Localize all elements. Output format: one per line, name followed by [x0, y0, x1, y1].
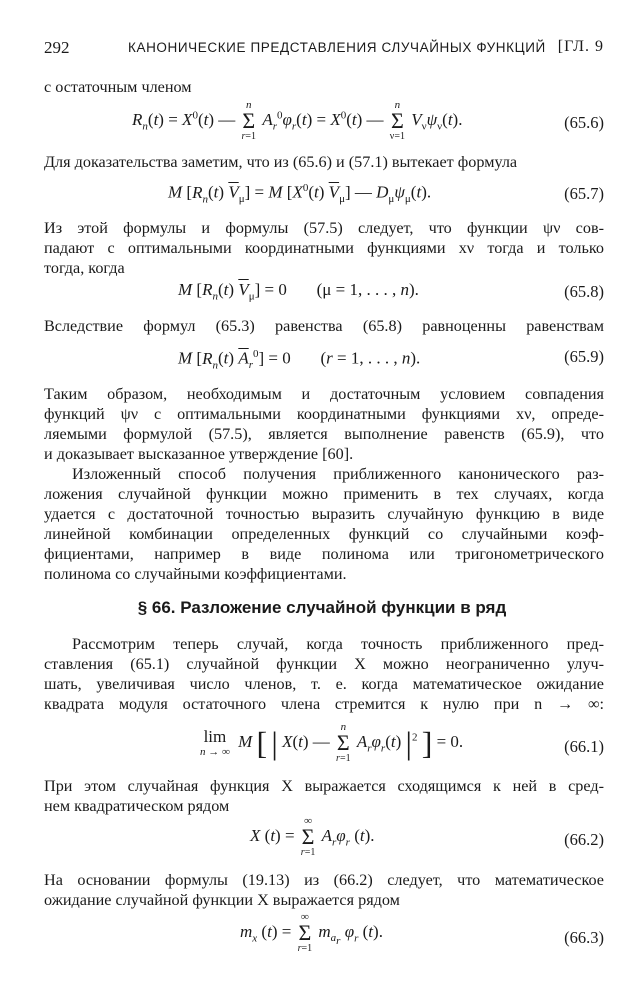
running-title: КАНОНИЧЕСКИЕ ПРЕДСТАВЛЕНИЯ СЛУЧАЙНЫХ ФУНКЦИЙ [128, 40, 546, 55]
text-line: Изложенный способ получения приближенного канонического раз- [72, 465, 604, 483]
text-line: На основании формулы (19.13) из (66.2) следует, что математическое [44, 871, 604, 889]
text-line: полинома со случайными коэффициентами. [44, 565, 347, 583]
equation-65-6: $R_n(t) = X^0(t)$ — n Σ r=1 $A_r^0\varphi_r(t) = X^0(t)$ — n Σ ν=1 $V_\nu\psi_\nu(t)$. [132, 99, 463, 142]
text-line: падают с оптимальными координатными функциями xν тогда и только [44, 239, 604, 257]
equation-number: (66.1) [564, 737, 604, 756]
equation-number: (65.8) [564, 282, 604, 301]
page-number: 292 [44, 38, 70, 57]
equation-65-7: M $[R_n(t) \overline{V}_\mu] = M$ [$X^0(t)$ $\overline{V}_\mu$] — $D_\mu\psi_\mu(t)$. [168, 182, 432, 206]
text-line: с остаточным членом [44, 78, 192, 96]
text-line: Рассмотрим теперь случай, когда точность приближенного пред- [72, 635, 604, 653]
text-line: Для доказательства заметим, что из (65.6) и (57.1) вытекает формула [44, 153, 518, 171]
text-line: Из этой формулы и формулы (57.5) следует, что функции ψν сов- [44, 219, 604, 237]
text-line: квадрата модуля остаточного члена стремится к нулю при n → ∞: [44, 695, 604, 713]
equation-number: (65.7) [564, 184, 604, 203]
page-header [44, 38, 604, 62]
text-line: фициентами, например в виде полинома или тригонометрического [44, 545, 604, 563]
text-line: и доказывает высказанное утверждение [60]. [44, 445, 354, 463]
text-line: удается с достаточной точностью выразить случайную функцию в виде [44, 505, 604, 523]
equation-65-9: M $[R_n(t) \overline{A}_r^0] = 0$ (r = 1, . . . , n). [178, 348, 421, 372]
text-line: нем квадратическом рядом [44, 797, 230, 815]
text-line: При этом случайная функция X выражается сходящимся к ней в сред- [44, 777, 604, 795]
equation-66-3: $m_x$ (t) = ∞ Σ r=1 $m_{a_r}$ $\varphi_r$ (t). [240, 911, 383, 954]
text-line: шать, увеличивая число членов, т. е. когда математическое ожидание [44, 675, 604, 693]
text-line: Таким образом, необходимым и достаточным условием совпадения [44, 385, 604, 403]
equation-66-1: lim n → ∞ M [ | X(t) — n Σ r=1 $A_r\varphi_r(t)$ $|^2$ ] = 0. [200, 721, 464, 764]
equation-number: (66.3) [564, 928, 604, 947]
text-line: ляемыми формулой (57.5), является выполнение равенств (65.9), что [44, 425, 604, 443]
equation-number: (65.6) [564, 113, 604, 132]
equation-66-2: X (t) = ∞ Σ r=1 $A_r\varphi_r$ (t). [250, 815, 375, 858]
section-heading: § 66. Разложение случайной функции в ряд [137, 598, 507, 617]
equation-number: (65.9) [564, 347, 604, 366]
text-line: Вследствие формул (65.3) равенства (65.8) равноценны равенствам [44, 317, 604, 335]
chapter-label: [ГЛ. 9 [557, 38, 604, 55]
text-line: функций ψν с оптимальными координатными функциями xν, опреде- [44, 405, 604, 423]
text-line: ложения случайной функции можно применить в тех случаях, когда [44, 485, 604, 503]
text-line: ожидание случайной функции X выражается рядом [44, 891, 400, 909]
text-line: линейной комбинации определенных функций со случайными коэф- [44, 525, 604, 543]
text-line: ставления (65.1) случайной функции X можно неограниченно улуч- [44, 655, 604, 673]
equation-65-8: M $[R_n(t) \overline{V}_\mu] = 0$ (μ = 1, . . . , n). [178, 280, 419, 303]
equation-number: (66.2) [564, 830, 604, 849]
text-line: тогда, когда [44, 259, 125, 277]
